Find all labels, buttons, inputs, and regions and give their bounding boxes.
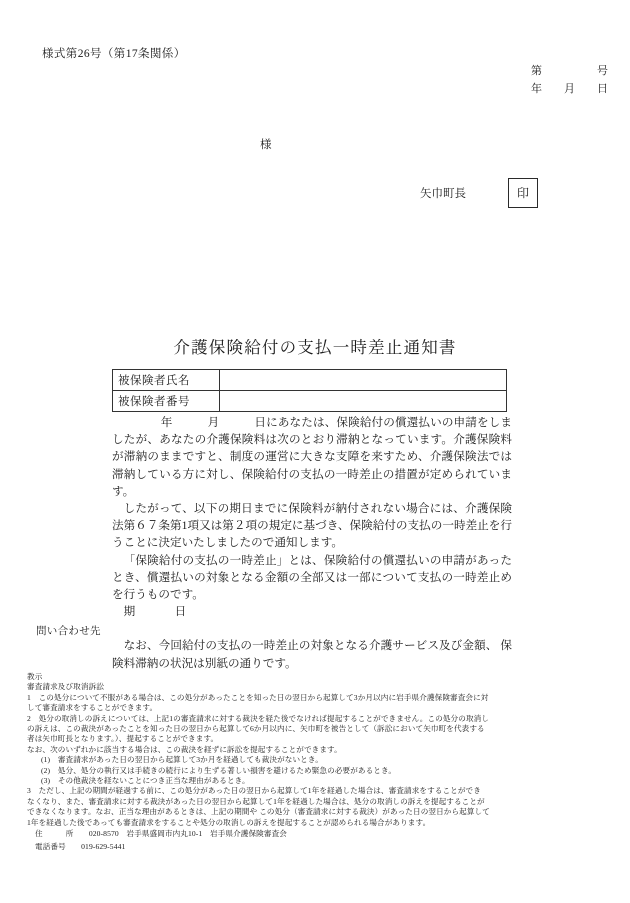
- notice-item-3: 3 ただし、上記の期間が経過する前に、この処分があった日の翌日から起算して1年を経過した場合は、審査請求をすることができ: [27, 786, 481, 796]
- notice-item-2-cont-1: の訴えは、この裁決があったことを知った日の翌日から起算して6か月以内に、矢巾町を被告として（訴訟において矢巾町を代表する: [27, 724, 485, 734]
- notice-item-3-cont-3: 1年を経過した後であっても審査請求をすることや処分の取消しの訴えを提起することが認められる場合があります。: [27, 817, 431, 827]
- body-paragraph-4: なお、今回給付の支払の一時差止の対象となる介護サービス及び金額、 保険料滞納の状況は別紙の通りです。: [112, 639, 512, 670]
- notice-item-1: 1 この処分について不服がある場合は、この処分があったことを知った日の翌日から起算して3か月以内に岩手県介護保険審査会に対: [27, 692, 489, 702]
- table-row: [113, 391, 507, 412]
- body-paragraph-2: したがって、以下の期日までに保険料が納付されない場合には、介護保険法第６７条第1項又は第２項の規定に基づき、保険給付の支払の一時差止を行うことに決定いたしましたので通知します。: [112, 502, 512, 550]
- notice-item-2-cont-2: 者は矢巾町長となります。）、提起することができます。: [27, 734, 219, 744]
- issuer-name: 矢巾町長: [420, 188, 466, 200]
- body-paragraph-3: 「保険給付の支払の一時差止」とは、保険給付の償還払いの申請があったとき、償還払いの対象となる金額の全部又は一部について支払の一時差止めを行うものです。: [112, 553, 512, 602]
- addressee-honorific: 様: [260, 139, 272, 151]
- insured-name-label: 被保険者氏名: [113, 370, 220, 391]
- notice-item-3-cont-2: できなくなります。なお、正当な理由があるときは、上記の期間や この処分（審査請求に対する裁決）があった日の翌日から起算して: [27, 807, 490, 817]
- due-date-field-label: 期 日: [123, 605, 201, 619]
- table-row: [113, 370, 507, 391]
- notice-item-2: 2 処分の取消しの訴えについては、上記1の審査請求に対する裁決を経た後でなければ提起することができません。この処分の取消し: [27, 713, 490, 723]
- notice-item-1-cont: して審査請求をすることができます。: [27, 703, 158, 713]
- notice-subheading: 審査請求及び取消訴訟: [27, 682, 104, 692]
- review-board-phone: 電話番号 019-629-5441: [35, 841, 126, 851]
- legal-notice-block: [27, 672, 607, 853]
- notice-subitem-3: (3) その他裁決を経ないことにつき正当な理由があるとき。: [41, 776, 250, 786]
- notice-item-2-cont-3: なお、次のいずれかに該当する場合は、この裁決を経ずに訴訟を提起することができます。: [27, 744, 342, 754]
- review-board-address: 住 所 020-8570 岩手県盛岡市内丸10-1 岩手県介護保険審査会: [35, 829, 287, 839]
- notice-item-3-cont-1: なくなり、また、審査請求に対する裁決があった日の翌日から起算して1年を経過した場合は、処分の取消しの訴えを提起することが: [27, 796, 485, 806]
- document-number: 第 号: [531, 65, 608, 77]
- notice-subitem-1: (1) 審査請求があった日の翌日から起算して3か月を経過しても裁決がないとき。: [41, 755, 323, 765]
- document-number-block: [531, 62, 608, 98]
- document-body: [112, 414, 512, 672]
- insured-name-value[interactable]: [220, 370, 507, 391]
- document-title: 介護保険給付の支払一時差止通知書: [173, 338, 457, 357]
- form-code: 様式第26号（第17条関係）: [42, 48, 186, 60]
- document-date: 年 月 日: [531, 83, 608, 95]
- contact-label: 問い合わせ先: [36, 626, 101, 637]
- insured-number-label: 被保険者番号: [113, 391, 220, 412]
- addressee-line: [60, 136, 480, 152]
- seal-stamp-box: 印: [508, 178, 538, 208]
- issuer-row: [420, 178, 538, 208]
- body-paragraph-1: 年 月 日にあなたは、保険給付の償還払いの申請をしましたが、あなたの介護保険料は次のとおり滞納となっています。介護保険料が滞納のままですと、制度の運営に大きな支障を来すため、介護保険法では滞納している方に対し、保険給付の支払の一時差止の措置が定められています。: [112, 416, 512, 498]
- notice-heading: 教示: [27, 672, 43, 681]
- insured-person-table: [112, 369, 507, 412]
- notice-subitem-2: (2) 処分、処分の執行又は手続きの続行により生ずる著しい損害を避けるため緊急の必要があるとき。: [41, 765, 397, 775]
- insured-number-value[interactable]: [220, 391, 507, 412]
